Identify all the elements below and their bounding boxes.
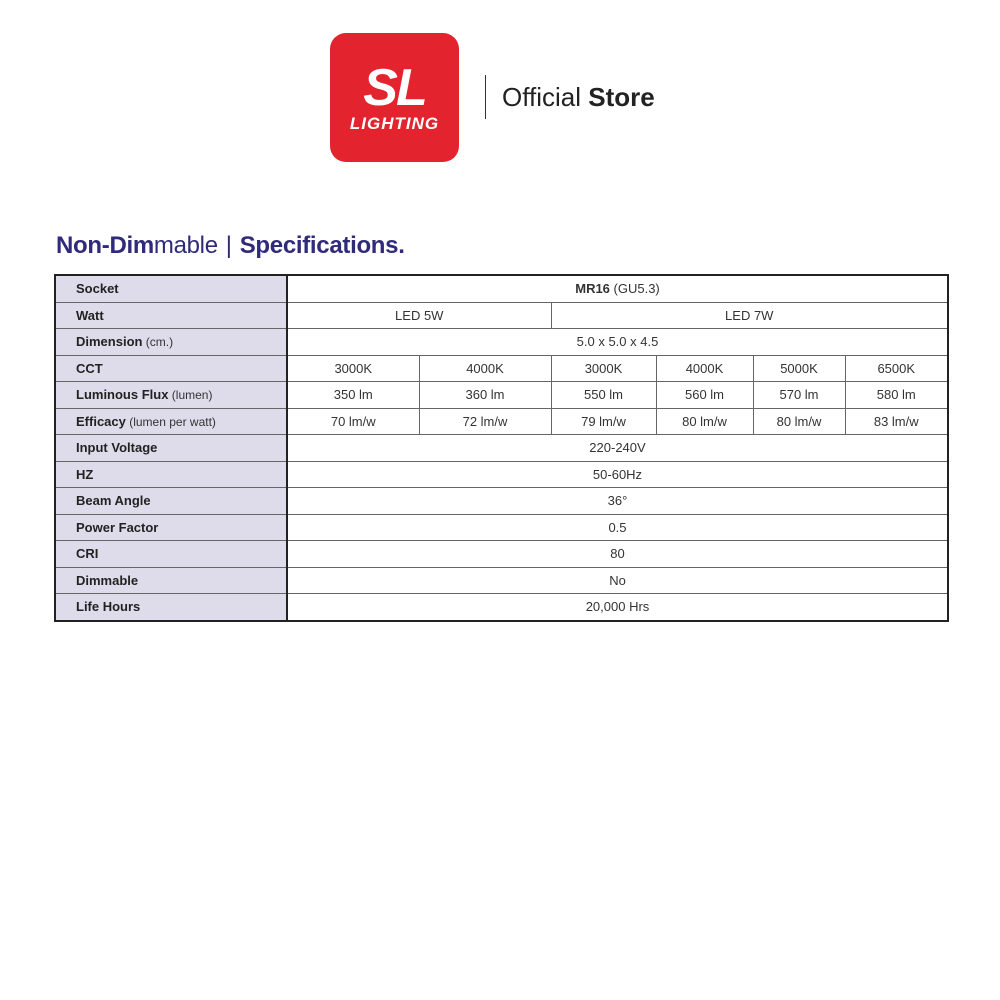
table-cell: 350 lm: [287, 382, 419, 409]
row-label: Input Voltage: [55, 435, 287, 462]
store-bold: Store: [588, 81, 655, 112]
table-row-life-hours: [55, 594, 948, 621]
row-label: Dimension (cm.): [55, 329, 287, 356]
row-label: Efficacy (lumen per watt): [55, 408, 287, 435]
table-cell: 3000K: [551, 355, 656, 382]
page-title: [56, 232, 405, 260]
table-cell: 550 lm: [551, 382, 656, 409]
table-row-dimmable: [55, 567, 948, 594]
title-part1-light: mable: [153, 232, 218, 259]
table-cell: 20,000 Hrs: [287, 594, 948, 621]
table-row-power-factor: [55, 514, 948, 541]
table-cell: 570 lm: [753, 382, 845, 409]
row-label: HZ: [55, 461, 287, 488]
socket-value: MR16 (GU5.3): [287, 275, 948, 302]
table-cell: 83 lm/w: [845, 408, 948, 435]
table-cell: 580 lm: [845, 382, 948, 409]
title-part2-bold: Specifications.: [239, 232, 405, 259]
table-cell: 72 lm/w: [419, 408, 551, 435]
row-label: Beam Angle: [55, 488, 287, 515]
sl-lighting-logo: [330, 33, 459, 162]
table-cell: 4000K: [656, 355, 753, 382]
table-cell: 3000K: [287, 355, 419, 382]
table-cell: 70 lm/w: [287, 408, 419, 435]
specifications-table: [54, 274, 949, 622]
table-cell: 80: [287, 541, 948, 568]
store-prefix: Official: [502, 81, 581, 112]
row-label: Life Hours: [55, 594, 287, 621]
row-label: Dimmable: [55, 567, 287, 594]
table-row-socket: [55, 275, 948, 302]
table-cell: 0.5: [287, 514, 948, 541]
row-label: Power Factor: [55, 514, 287, 541]
row-label: Socket: [55, 275, 287, 302]
table-row-cct: [55, 355, 948, 382]
header-divider: [485, 75, 486, 119]
row-label: CCT: [55, 355, 287, 382]
table-cell: 360 lm: [419, 382, 551, 409]
table-cell: No: [287, 567, 948, 594]
title-part1-bold: Non-Dim: [56, 232, 154, 259]
table-row-cri: [55, 541, 948, 568]
official-store-label: [502, 82, 655, 113]
title-separator: |: [225, 232, 232, 259]
table-row-input-voltage: [55, 435, 948, 462]
table-row-hz: [55, 461, 948, 488]
table-cell: LED 5W: [287, 302, 551, 329]
table-row-luminous-flux: [55, 382, 948, 409]
table-cell: 80 lm/w: [753, 408, 845, 435]
table-cell: 560 lm: [656, 382, 753, 409]
table-cell: 4000K: [419, 355, 551, 382]
table-cell: 50-60Hz: [287, 461, 948, 488]
row-label: Watt: [55, 302, 287, 329]
row-label: Luminous Flux (lumen): [55, 382, 287, 409]
row-label: CRI: [55, 541, 287, 568]
table-cell: 220-240V: [287, 435, 948, 462]
logo-sub-text: LIGHTING: [349, 114, 440, 133]
table-cell: 6500K: [845, 355, 948, 382]
store-header: [330, 32, 655, 162]
table-row-efficacy: [55, 408, 948, 435]
table-cell: 36°: [287, 488, 948, 515]
table-cell: 5.0 x 5.0 x 4.5: [287, 329, 948, 356]
table-cell: 5000K: [753, 355, 845, 382]
table-row-beam-angle: [55, 488, 948, 515]
table-row-watt: [55, 302, 948, 329]
logo-main-text: SL: [363, 59, 426, 117]
table-row-dimension: [55, 329, 948, 356]
table-cell: 80 lm/w: [656, 408, 753, 435]
table-cell: LED 7W: [551, 302, 948, 329]
table-cell: 79 lm/w: [551, 408, 656, 435]
